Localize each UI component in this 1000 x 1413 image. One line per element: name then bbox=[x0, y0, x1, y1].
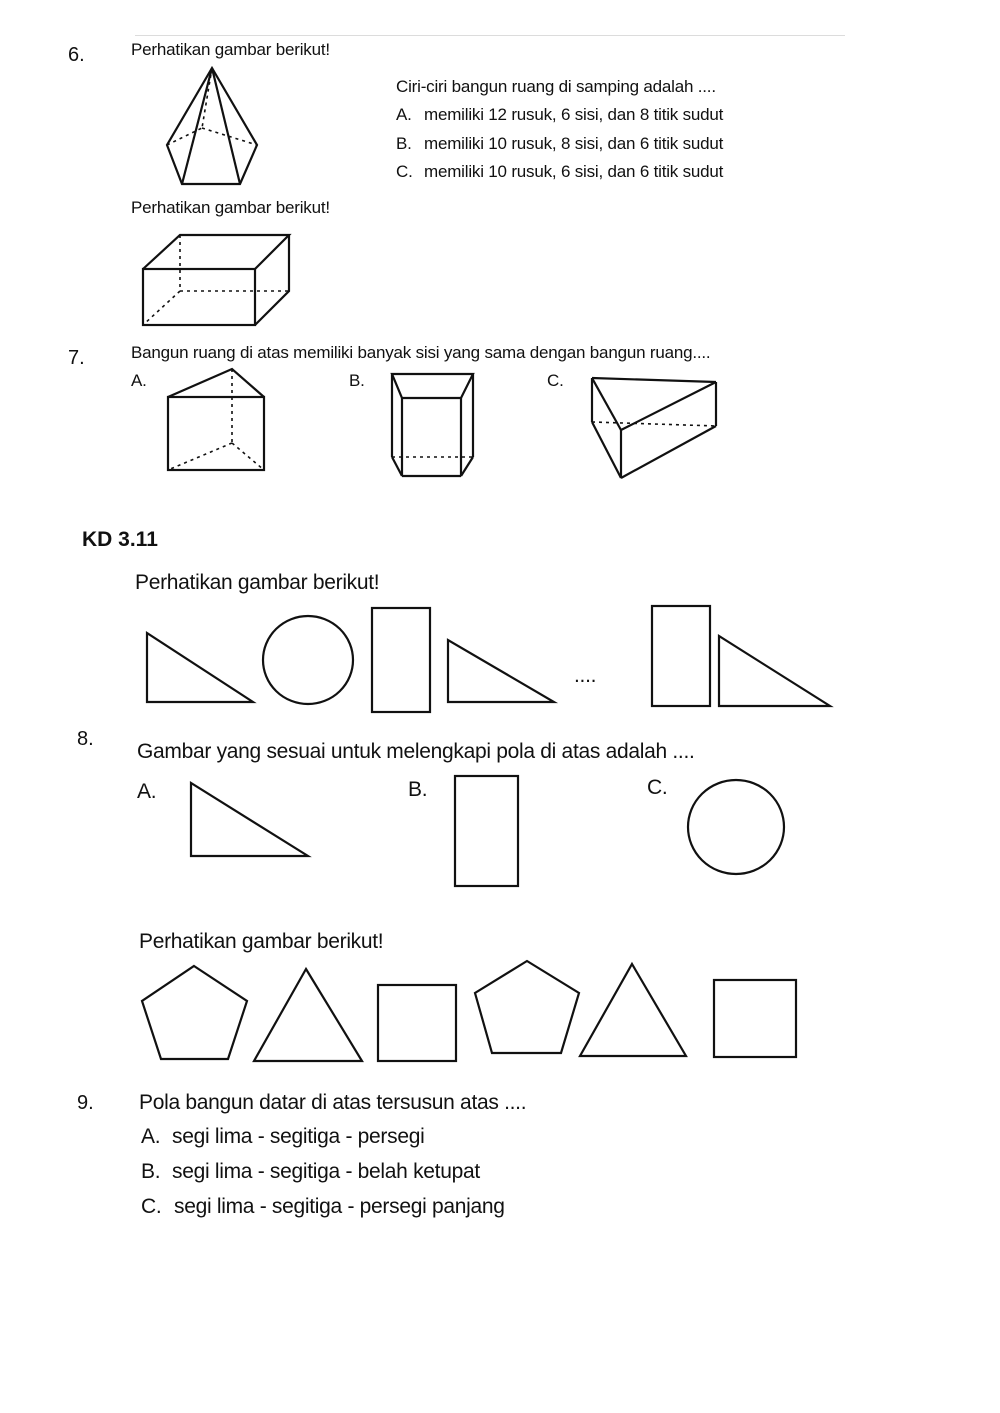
q8-pattern-triangle-3 bbox=[716, 633, 834, 709]
q6-number: 6. bbox=[68, 44, 85, 66]
q8-prompt: Perhatikan gambar berikut! bbox=[135, 571, 380, 594]
q8-pattern-ellipsis: .... bbox=[574, 664, 597, 687]
q6-question: Ciri-ciri bangun ruang di samping adalah .... bbox=[396, 77, 716, 96]
q6-option-a-letter: A. bbox=[396, 105, 412, 124]
q8-question: Gambar yang sesuai untuk melengkapi pola di atas adalah .... bbox=[137, 740, 695, 763]
q6-prompt: Perhatikan gambar berikut! bbox=[131, 40, 330, 59]
q7-prompt: Perhatikan gambar berikut! bbox=[131, 198, 330, 217]
q8-pattern-circle bbox=[260, 613, 358, 707]
q7-question: Bangun ruang di atas memiliki banyak sisi yang sama dengan bangun ruang.... bbox=[131, 343, 711, 362]
q7-option-c-label[interactable]: C. bbox=[547, 371, 564, 390]
q9-option-b-letter: B. bbox=[141, 1160, 161, 1183]
q8-option-c-circle[interactable] bbox=[685, 777, 789, 877]
q9-prompt: Perhatikan gambar berikut! bbox=[139, 930, 384, 953]
q8-option-b-rectangle[interactable] bbox=[452, 773, 522, 889]
q7-option-b-label[interactable]: B. bbox=[349, 371, 365, 390]
q9-option-c-letter: C. bbox=[141, 1195, 162, 1218]
pentagonal-prism-option-b[interactable] bbox=[387, 372, 479, 482]
q6-option-c-text[interactable]: memiliki 10 rusuk, 6 sisi, dan 6 titik sudut bbox=[424, 162, 724, 181]
q8-pattern-rectangle-2 bbox=[649, 603, 713, 709]
q9-number: 9. bbox=[77, 1092, 94, 1114]
q8-option-a-triangle[interactable] bbox=[188, 780, 312, 860]
q9-pattern-pentagon-1 bbox=[139, 963, 251, 1063]
q9-pattern-square-2 bbox=[711, 977, 799, 1060]
q8-number: 8. bbox=[77, 728, 94, 750]
q7-number: 7. bbox=[68, 347, 85, 369]
q9-option-b-text[interactable]: segi lima - segitiga - belah ketupat bbox=[172, 1160, 480, 1183]
q8-option-a-label[interactable]: A. bbox=[137, 780, 157, 803]
q9-pattern-square-1 bbox=[375, 982, 460, 1064]
pentagonal-pyramid-figure bbox=[160, 66, 265, 191]
section-title: KD 3.11 bbox=[82, 528, 158, 551]
q9-option-a-letter: A. bbox=[141, 1125, 161, 1148]
q7-option-a-label[interactable]: A. bbox=[131, 371, 147, 390]
q9-question: Pola bangun datar di atas tersusun atas .... bbox=[139, 1091, 527, 1114]
q8-option-b-label[interactable]: B. bbox=[408, 778, 428, 801]
cuboid-figure bbox=[140, 232, 292, 328]
triangular-prism-option-c[interactable] bbox=[589, 375, 721, 481]
q6-option-c-letter: C. bbox=[396, 162, 413, 181]
q9-option-a-text[interactable]: segi lima - segitiga - persegi bbox=[172, 1125, 425, 1148]
q8-option-c-label[interactable]: C. bbox=[647, 776, 668, 799]
triangular-prism-option-a[interactable] bbox=[166, 367, 268, 473]
q9-pattern-triangle-2 bbox=[577, 961, 689, 1059]
q9-option-c-text[interactable]: segi lima - segitiga - persegi panjang bbox=[174, 1195, 505, 1218]
q6-option-b-letter: B. bbox=[396, 134, 412, 153]
q6-option-a-text[interactable]: memiliki 12 rusuk, 6 sisi, dan 8 titik sudut bbox=[424, 105, 724, 124]
q8-pattern-rectangle-1 bbox=[369, 605, 433, 715]
q9-pattern-triangle-1 bbox=[251, 966, 365, 1064]
q6-option-b-text[interactable]: memiliki 10 rusuk, 8 sisi, dan 6 titik sudut bbox=[424, 134, 724, 153]
q8-pattern-triangle-1 bbox=[144, 630, 256, 706]
q9-pattern-pentagon-2 bbox=[472, 958, 582, 1056]
top-rule bbox=[135, 35, 845, 36]
q8-pattern-triangle-2 bbox=[445, 637, 557, 705]
